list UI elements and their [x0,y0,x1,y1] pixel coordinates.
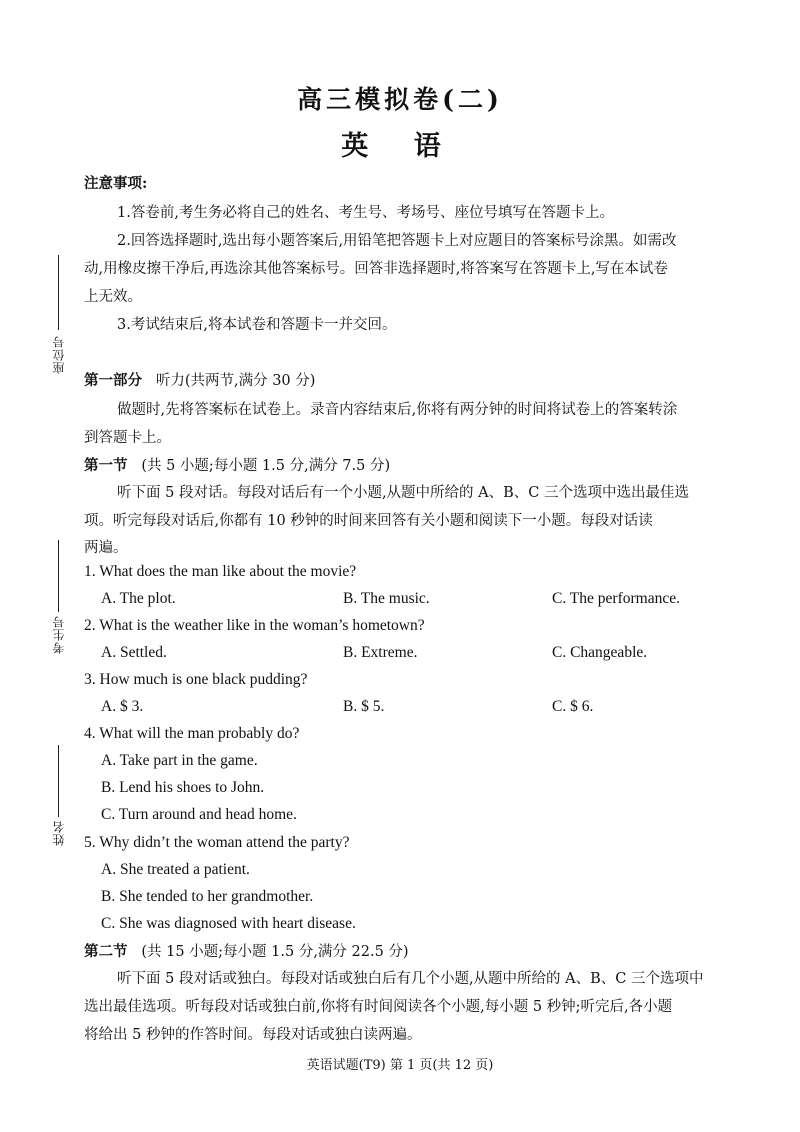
name-line [58,745,59,817]
section1-intro-line-3: 两遍。 [84,540,128,556]
notice-item-3: 3.考试结束后,将本试卷和答题卡一并交回。 [117,317,397,333]
question-1-option-b: B. The music. [343,590,430,607]
section2-intro-line-2: 选出最佳选项。听每段对话或独白前,你将有时间阅读各个小题,每小题 5 秒钟;听完后,各小题 [84,999,673,1015]
question-5-option-c: C. She was diagnosed with heart disease. [101,915,356,932]
section2-intro-line-1: 听下面 5 段对话或独白。每段对话或独白后有几个小题,从题中所给的 A、B、C 三个选项中 [117,971,704,987]
part1-intro-line-1: 做题时,先将答案标在试卷上。录音内容结束后,你将有两分钟的时间将试卷上的答案转涂 [117,402,678,418]
exam-no-label: 考生号 [52,615,66,654]
part1-heading-label: 第一部分 [84,372,142,389]
question-5-option-a: A. She treated a patient. [101,861,250,878]
question-4-option-a: A. Take part in the game. [101,752,258,769]
section1-intro-line-2: 项。听完每段对话后,你都有 10 秒钟的时间来回答有关小题和阅读下一小题。每段对话读 [84,513,653,529]
question-2-option-c: C. Changeable. [552,644,648,661]
part1-heading [84,371,315,391]
question-1-stem: 1. What does the man like about the movie? [84,563,357,580]
notice-heading: 注意事项: [84,175,148,192]
question-1-option-c: C. The performance. [552,590,680,607]
seat-label: 座位号 [52,335,66,374]
question-4-option-b: B. Lend his shoes to John. [101,779,265,796]
section1-intro-line-1: 听下面 5 段对话。每段对话后有一个小题,从题中所给的 A、B、C 三个选项中选出最佳选 [117,485,689,501]
notice-item-2-line-1: 2.回答选择题时,选出每小题答案后,用铅笔把答题卡上对应题目的答案标号涂黑。如需改 [117,233,677,249]
question-4-stem: 4. What will the man probably do? [84,725,300,742]
question-5-stem: 5. Why didn’t the woman attend the party? [84,834,350,851]
notice-item-1: 1.答卷前,考生务必将自己的姓名、考生号、考场号、座位号填写在答题卡上。 [117,205,614,221]
section2-heading-sub: (共 15 小题;每小题 1.5 分,满分 22.5 分) [141,944,409,960]
part1-intro-line-2: 到答题卡上。 [84,430,171,446]
question-2-option-b: B. Extreme. [343,644,418,661]
section2-heading [84,942,409,962]
notice-item-2-line-3: 上无效。 [84,289,142,305]
question-3-option-b: B. $ 5. [343,698,385,715]
question-3-stem: 3. How much is one black pudding? [84,671,308,688]
section1-heading-label: 第一节 [84,457,128,474]
notice-item-2-line-2: 动,用橡皮擦干净后,再选涂其他答案标号。回答非选择题时,将答案写在答题卡上,写在本试卷 [84,261,668,277]
question-3-option-a: A. $ 3. [101,698,144,715]
question-4-option-c: C. Turn around and head home. [101,806,297,823]
section1-heading-sub: (共 5 小题;每小题 1.5 分,满分 7.5 分) [141,458,391,474]
section1-heading [84,456,390,476]
question-1-option-a: A. The plot. [101,590,176,607]
question-5-option-b: B. She tended to her grandmother. [101,888,314,905]
subject-title: 英 语 [341,131,459,162]
question-3-option-c: C. $ 6. [552,698,594,715]
question-2-stem: 2. What is the weather like in the woman’s hometown? [84,617,425,634]
exam-title: 高三模拟卷(二) [297,85,503,114]
question-2-option-a: A. Settled. [101,644,167,661]
part1-heading-sub: 听力(共两节,满分 30 分) [155,373,316,389]
name-label: 姓名 [52,820,66,846]
page-footer: 英语试题(T9) 第 1 页(共 12 页) [306,1058,494,1073]
exam-no-line [58,540,59,612]
section2-heading-label: 第二节 [84,943,128,960]
seat-line [58,255,59,330]
section2-intro-line-3: 将给出 5 秒钟的作答时间。每段对话或独白读两遍。 [84,1027,422,1043]
